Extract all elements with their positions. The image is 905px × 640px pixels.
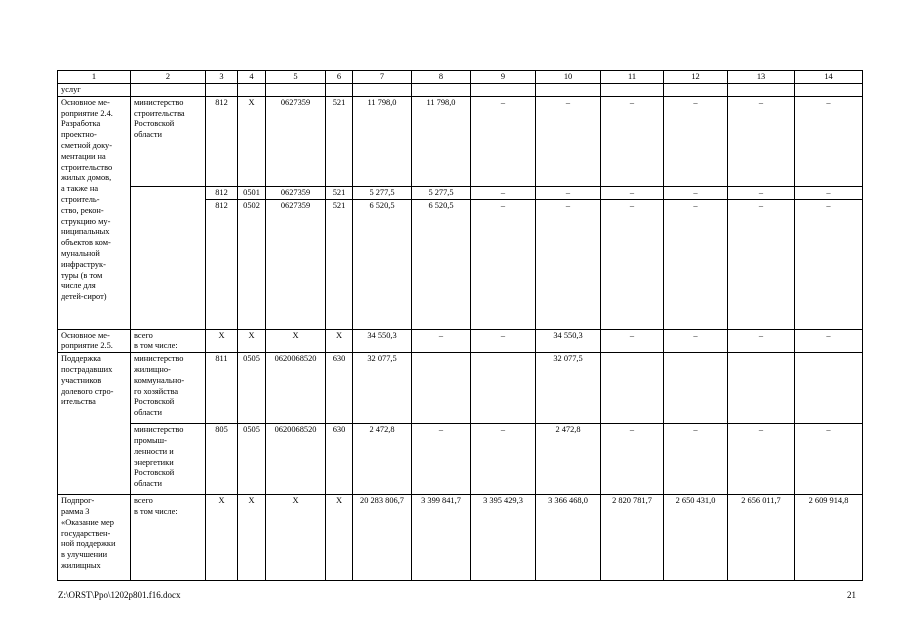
table-cell: 2 609 914,8 bbox=[795, 495, 863, 581]
table-cell: – bbox=[536, 96, 601, 186]
table-cell: – bbox=[601, 186, 664, 199]
budget-table bbox=[57, 70, 863, 581]
table-cell: – bbox=[728, 96, 795, 186]
page-number: 21 bbox=[847, 590, 856, 600]
table-cell: 3 366 468,0 bbox=[536, 495, 601, 581]
column-number: 6 bbox=[326, 71, 353, 84]
table-cell: Х bbox=[326, 329, 353, 353]
table-cell: 521 bbox=[326, 186, 353, 199]
table-cell: – bbox=[471, 186, 536, 199]
table-cell: 805 bbox=[206, 424, 238, 495]
table-cell: 630 bbox=[326, 353, 353, 424]
table-cell: 812 bbox=[206, 96, 238, 186]
table-cell: 812 bbox=[206, 199, 238, 329]
table-cell: – bbox=[795, 199, 863, 329]
table-cell: – bbox=[601, 329, 664, 353]
column-number: 1 bbox=[58, 71, 131, 84]
table-cell: – bbox=[728, 186, 795, 199]
table-cell: 630 bbox=[326, 424, 353, 495]
executor: министерство жилищно- коммунально- го хозяйства Ростовской области bbox=[131, 353, 206, 424]
table-cell: 11 798,0 bbox=[412, 96, 471, 186]
table-cell: – bbox=[728, 199, 795, 329]
table-cell: 2 650 431,0 bbox=[664, 495, 728, 581]
table-cell: 6 520,5 bbox=[412, 199, 471, 329]
table-cell: – bbox=[536, 199, 601, 329]
table-cell: – bbox=[664, 186, 728, 199]
table-cell: 11 798,0 bbox=[353, 96, 412, 186]
table-row bbox=[58, 424, 863, 495]
column-number: 14 bbox=[795, 71, 863, 84]
table-cell: Х bbox=[206, 495, 238, 581]
column-number: 9 bbox=[471, 71, 536, 84]
table-row bbox=[58, 186, 863, 199]
subprogram-name: Подпрог- рамма 3 «Оказание мер государствен- ной поддержки в улучшении жилищных bbox=[58, 495, 131, 581]
table-cell: 32 077,5 bbox=[536, 353, 601, 424]
continued-text: услуг bbox=[58, 84, 131, 97]
table-row bbox=[58, 353, 863, 424]
table-cell: Х bbox=[326, 495, 353, 581]
column-number: 13 bbox=[728, 71, 795, 84]
table-cell: – bbox=[471, 329, 536, 353]
table-cell: – bbox=[601, 424, 664, 495]
table-cell: – bbox=[412, 329, 471, 353]
table-cell: 5 277,5 bbox=[412, 186, 471, 199]
table-cell: 0620068520 bbox=[266, 424, 326, 495]
table-cell: 521 bbox=[326, 96, 353, 186]
column-number: 4 bbox=[238, 71, 266, 84]
table-cell: 0627359 bbox=[266, 186, 326, 199]
table-cell: 811 bbox=[206, 353, 238, 424]
total-label: всего в том числе: bbox=[131, 329, 206, 353]
table-cell: 0505 bbox=[238, 353, 266, 424]
table-cell: – bbox=[601, 199, 664, 329]
table-cell: 812 bbox=[206, 186, 238, 199]
table-cell: 20 283 806,7 bbox=[353, 495, 412, 581]
table-cell: 3 395 429,3 bbox=[471, 495, 536, 581]
table-cell: 521 bbox=[326, 199, 353, 329]
table-cell: Х bbox=[266, 495, 326, 581]
table-cell: 5 277,5 bbox=[353, 186, 412, 199]
table-cell: 2 472,8 bbox=[353, 424, 412, 495]
table-cell: – bbox=[795, 96, 863, 186]
table-cell: 0502 bbox=[238, 199, 266, 329]
table-cell: 0620068520 bbox=[266, 353, 326, 424]
executor: министерство промыш- ленности и энергетики Ростовской области bbox=[131, 424, 206, 495]
table-cell: – bbox=[795, 329, 863, 353]
table-cell: – bbox=[728, 329, 795, 353]
table-row bbox=[58, 495, 863, 581]
column-number: 11 bbox=[601, 71, 664, 84]
table-row bbox=[58, 329, 863, 353]
table-cell: 34 550,3 bbox=[353, 329, 412, 353]
table-cell bbox=[471, 353, 536, 424]
document-file-path: Z:\ORST\Ppo\1202p801.f16.docx bbox=[58, 590, 181, 600]
table-cell: 3 399 841,7 bbox=[412, 495, 471, 581]
table-cell: 0501 bbox=[238, 186, 266, 199]
table-cell: – bbox=[536, 186, 601, 199]
table-cell: 2 820 781,7 bbox=[601, 495, 664, 581]
table-cell bbox=[728, 353, 795, 424]
activity-name: Основное ме- роприятие 2.4. Разработка проектно- сметной доку- ментации на строительство жилых домов, а также на строитель- ство, рекон- струкцию му- ниципальных объектов ком- мунальной инфраструк- туры (в том числе для детей-сирот) bbox=[58, 96, 131, 329]
table-cell: Х bbox=[238, 96, 266, 186]
executor: министерство строительства Ростовской области bbox=[131, 96, 206, 186]
column-number: 12 bbox=[664, 71, 728, 84]
table-cell: 0505 bbox=[238, 424, 266, 495]
table-cell: 2 656 011,7 bbox=[728, 495, 795, 581]
table-cell: 0627359 bbox=[266, 96, 326, 186]
table-cell: – bbox=[795, 424, 863, 495]
table-cell: Х bbox=[238, 329, 266, 353]
table-cell: – bbox=[471, 424, 536, 495]
table-cell: – bbox=[412, 424, 471, 495]
table-cell: Х bbox=[206, 329, 238, 353]
table-cell: – bbox=[664, 96, 728, 186]
table-cell bbox=[601, 353, 664, 424]
table-row bbox=[58, 84, 863, 97]
table-cell: – bbox=[664, 199, 728, 329]
table-cell: 32 077,5 bbox=[353, 353, 412, 424]
table-cell: 2 472,8 bbox=[536, 424, 601, 495]
activity-description: Поддержка пострадавших участников долевого стро- ительства bbox=[58, 353, 131, 495]
table-cell: – bbox=[795, 186, 863, 199]
table-cell: – bbox=[471, 96, 536, 186]
table-cell: 34 550,3 bbox=[536, 329, 601, 353]
column-number: 3 bbox=[206, 71, 238, 84]
table-cell: – bbox=[601, 96, 664, 186]
table-row bbox=[58, 96, 863, 186]
table-cell: Х bbox=[266, 329, 326, 353]
table-cell bbox=[412, 353, 471, 424]
table-cell bbox=[664, 353, 728, 424]
column-number-header-row bbox=[58, 71, 863, 84]
table-cell: – bbox=[471, 199, 536, 329]
table-cell bbox=[795, 353, 863, 424]
column-number: 2 bbox=[131, 71, 206, 84]
column-number: 8 bbox=[412, 71, 471, 84]
total-label: всего в том числе: bbox=[131, 495, 206, 581]
table-cell: 0627359 bbox=[266, 199, 326, 329]
table-cell: – bbox=[728, 424, 795, 495]
column-number: 7 bbox=[353, 71, 412, 84]
table-cell: Х bbox=[238, 495, 266, 581]
activity-name: Основное ме- роприятие 2.5. bbox=[58, 329, 131, 353]
column-number: 5 bbox=[266, 71, 326, 84]
table-cell: – bbox=[664, 424, 728, 495]
table-cell: – bbox=[664, 329, 728, 353]
column-number: 10 bbox=[536, 71, 601, 84]
table-cell: 6 520,5 bbox=[353, 199, 412, 329]
